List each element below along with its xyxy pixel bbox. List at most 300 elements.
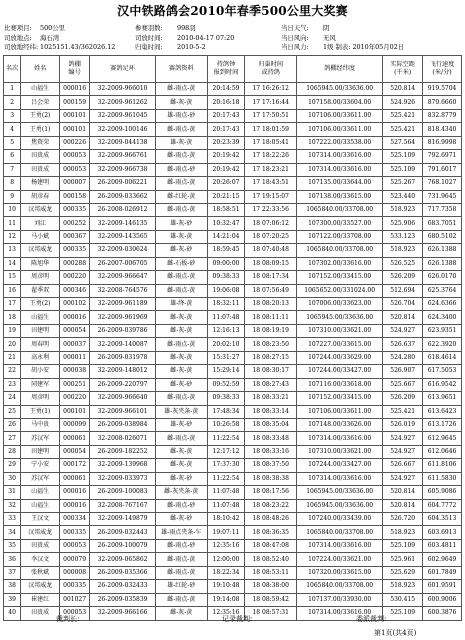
table-cell: 18 08:38:38	[245, 472, 297, 485]
table-cell: 雌-雨点-黄	[155, 123, 207, 136]
table-cell: 000252	[60, 217, 90, 230]
table-cell: 525.109	[383, 163, 423, 176]
table-cell: 17:48:34	[207, 405, 245, 418]
table-cell: 000101	[60, 405, 90, 418]
table-cell: 612.0646	[423, 445, 462, 458]
table-cell: 2	[4, 96, 21, 109]
table-row	[4, 96, 462, 109]
table-cell: 818.4340	[423, 123, 462, 136]
table-cell: 25	[4, 405, 21, 418]
info-value: 1025151.43/362026.12	[40, 43, 116, 51]
table-cell: 624.3400	[423, 311, 462, 324]
table-cell: 14	[4, 257, 21, 270]
table-cell: 107116.00/33618.00	[297, 378, 383, 391]
table-row	[4, 271, 462, 284]
table-cell: 000061	[60, 472, 90, 485]
table-row	[4, 230, 462, 243]
table-row	[4, 163, 462, 176]
table-cell: 526.019	[383, 418, 423, 431]
table-cell: 6	[4, 150, 21, 163]
table-cell: 768.1027	[423, 177, 462, 190]
table-cell: 1065945.00/33636.00	[297, 499, 383, 512]
table-cell: 000079	[60, 553, 90, 566]
table-row	[4, 553, 462, 566]
table-cell: 32	[4, 499, 21, 512]
table-cell: 8	[4, 177, 21, 190]
table-cell: 19:07:11	[207, 526, 245, 539]
table-cell: 雌-灰-黄	[155, 96, 207, 109]
table-cell: 焦资荣	[21, 136, 60, 149]
table-cell: 山福生	[21, 83, 60, 96]
table-cell: 107152.00/33415.00	[297, 271, 383, 284]
table-cell: 17 17:16:44	[245, 96, 297, 109]
table-cell: 731.9645	[423, 190, 462, 203]
table-cell: 603.6913	[423, 526, 462, 539]
table-cell: 107314.00/33616.00	[297, 472, 383, 485]
table-cell: 000335	[60, 203, 90, 216]
table-cell: 山福生	[21, 486, 60, 499]
table-cell: 12:35:16	[207, 607, 245, 620]
info-label: 司放时间:	[135, 33, 163, 42]
table-cell: 520.814	[383, 499, 423, 512]
table-cell: 18 08:38:00	[245, 580, 297, 593]
table-cell: 622.3920	[423, 338, 462, 351]
table-cell: 530.415	[383, 593, 423, 606]
table-cell: 雄-红轮-砂	[155, 580, 207, 593]
table-cell: 15:29:14	[207, 365, 245, 378]
table-row	[4, 566, 462, 579]
table-row	[4, 311, 462, 324]
table-cell: 雄-灰-黄	[155, 230, 207, 243]
table-cell: 胡彦春	[21, 190, 60, 203]
table-cell: 524.927	[383, 432, 423, 445]
table-cell: 田贵成	[21, 607, 60, 620]
table-cell: 000038	[60, 365, 90, 378]
table-cell: 000008	[60, 566, 90, 579]
table-cell: 525.109	[383, 150, 423, 163]
table-cell: 33	[4, 513, 21, 526]
table-cell: 12	[4, 230, 21, 243]
table-cell: 18 08:36:35	[245, 526, 297, 539]
table-cell: 000053	[60, 539, 90, 552]
table-cell: 雌-灰-黄	[155, 311, 207, 324]
table-cell: 32-2009-966647	[90, 271, 156, 284]
table-cell: 107122.00/33708.00	[297, 230, 383, 243]
table-cell: 680.5102	[423, 230, 462, 243]
table-cell: 20:26:07	[207, 177, 245, 190]
table-cell: 600.9006	[423, 593, 462, 606]
table-cell: 000172	[60, 459, 90, 472]
table-cell: 613.1726	[423, 418, 462, 431]
table-cell: 26	[4, 418, 21, 431]
table-cell: 18 08:37:50	[245, 459, 297, 472]
table-cell: 17 18:05:41	[245, 136, 297, 149]
table-cell: 35	[4, 539, 21, 552]
info-label: 司放地点:	[4, 33, 32, 42]
table-cell: 32-2009-148012	[90, 365, 156, 378]
table-cell: 09:38:33	[207, 271, 245, 284]
table-cell: 18:22:34	[207, 566, 245, 579]
table-row	[4, 177, 462, 190]
table-cell: 107314.00/33616.00	[297, 607, 383, 620]
table-cell: 雌-雨点-黄	[155, 150, 207, 163]
race-info	[4, 24, 462, 53]
table-cell: 816.9998	[423, 136, 462, 149]
table-cell: 18 07:40:48	[245, 244, 297, 257]
table-cell: 雌-灰-黄	[155, 324, 207, 337]
table-cell: 12:00:00	[207, 553, 245, 566]
table-cell: 792.6971	[423, 150, 462, 163]
table-cell: 王勇(1)	[21, 123, 60, 136]
table-cell: 32-2009-961969	[90, 311, 156, 324]
info-label: 当日风向:	[281, 33, 309, 42]
table-cell: 26-2007-006705	[90, 257, 156, 270]
table-cell: 周春明	[21, 338, 60, 351]
table-cell: 26-2009-032433	[90, 580, 156, 593]
table-cell: 18:10:42	[207, 513, 245, 526]
table-cell: 107137.00/33930.00	[297, 593, 383, 606]
table-row	[4, 338, 462, 351]
table-cell: 20:14:59	[207, 83, 245, 96]
table-cell: 山福生	[21, 311, 60, 324]
table-cell: 000099	[60, 418, 90, 431]
table-cell: 11:22:54	[207, 432, 245, 445]
table-cell: 田贵成	[21, 163, 60, 176]
table-cell: 526.525	[383, 257, 423, 270]
page-number: 第1页(共4页)	[374, 629, 417, 637]
table-cell: 18 08:35:04	[245, 418, 297, 431]
table-cell: 18 08:53:11	[245, 566, 297, 579]
table-cell: 23	[4, 378, 21, 391]
table-cell: 524.927	[383, 445, 423, 458]
column-header: 归巢时间 或持鸽	[245, 56, 297, 83]
table-cell: 30	[4, 472, 21, 485]
table-cell: 107135.00/33644.00	[297, 177, 383, 190]
table-cell: 107138.00/33615.00	[297, 190, 383, 203]
table-cell: 525.109	[383, 539, 423, 552]
table-cell: 9	[4, 190, 21, 203]
table-cell: 001027	[60, 593, 90, 606]
table-cell: 雌-红轮-黄	[155, 190, 207, 203]
table-cell: 雌-灰-黄	[155, 607, 207, 620]
table-cell: 107106.00/33611.00	[297, 405, 383, 418]
table-cell: 17 18:01:59	[245, 123, 297, 136]
table-row	[4, 472, 462, 485]
table-cell: 雌-石板-砂	[155, 257, 207, 270]
info-label: 司放地经纬:	[4, 43, 39, 51]
table-cell: 000251	[60, 378, 90, 391]
table-cell: 107240.00/33439.00	[297, 513, 383, 526]
table-cell: 17 18:23:21	[245, 163, 297, 176]
table-cell: 107314.00/33616.00	[297, 150, 383, 163]
table-cell: 7	[4, 163, 21, 176]
table-cell: 周彦明	[21, 392, 60, 405]
table-cell: 12:17:12	[207, 445, 245, 458]
table-cell: 雌-灰-黄	[155, 365, 207, 378]
table-cell: 32-2009-146135	[90, 217, 156, 230]
table-cell: 000016	[60, 83, 90, 96]
table-cell: 11:22:54	[207, 472, 245, 485]
table-cell: 791.6017	[423, 163, 462, 176]
table-cell: 1	[4, 83, 21, 96]
table-cell: 26-2009-039786	[90, 324, 156, 337]
table-cell: 523.440	[383, 190, 423, 203]
table-cell: 1065652.00/331024.00	[297, 284, 383, 297]
table-cell: 624.6366	[423, 298, 462, 311]
table-cell: 526.704	[383, 298, 423, 311]
table-row	[4, 580, 462, 593]
table-cell: 汉邦威龙	[21, 580, 60, 593]
table-cell: 王勇(2)	[21, 109, 60, 122]
table-cell: 524.927	[383, 324, 423, 337]
table-cell: 19	[4, 324, 21, 337]
table-row	[4, 526, 462, 539]
table-cell: 000346	[60, 284, 90, 297]
table-cell: 32-2009-966101	[90, 405, 156, 418]
table-cell: 32-2009-065862	[90, 553, 156, 566]
column-header: 名次	[4, 56, 21, 83]
table-cell: 胡小安	[21, 365, 60, 378]
table-cell: 雌-灰夹条-黄	[155, 486, 207, 499]
table-cell: 汉邦威龙	[21, 526, 60, 539]
table-cell: 3	[4, 109, 21, 122]
table-cell: 15:31:27	[207, 351, 245, 364]
table-cell: 107148.00/33626.00	[297, 418, 383, 431]
table-cell: 18 07:56:49	[245, 284, 297, 297]
table-cell: 32-2009-961045	[90, 109, 156, 122]
table-cell: 32-2009-044138	[90, 136, 156, 149]
info-value: 2010-5-2	[177, 43, 206, 51]
table-row	[4, 539, 462, 552]
table-cell: 19:10:48	[207, 580, 245, 593]
table-cell: 000101	[60, 109, 90, 122]
table-cell: 20:23:39	[207, 136, 245, 149]
table-row	[4, 244, 462, 257]
table-cell: 000334	[60, 513, 90, 526]
table-cell: 17 17:50:51	[245, 109, 297, 122]
table-cell: 32-2009-966738	[90, 163, 156, 176]
table-cell: 26-2009-032443	[90, 526, 156, 539]
table-cell: 崔建红	[21, 593, 60, 606]
table-row	[4, 324, 462, 337]
table-cell: 高永利	[21, 351, 60, 364]
table-cell: 11	[4, 217, 21, 230]
table-cell: 雌-灰-黄	[155, 351, 207, 364]
table-cell: 09:52:59	[207, 378, 245, 391]
info-label: 归巢时间:	[135, 43, 163, 51]
table-cell: 雌-雨点-砂	[155, 499, 207, 512]
table-cell: 24	[4, 392, 21, 405]
table-row	[4, 486, 462, 499]
table-cell: 525.421	[383, 123, 423, 136]
table-cell: 28	[4, 445, 21, 458]
table-cell: 刘江	[21, 217, 60, 230]
column-header: 鸽棚 编号	[60, 56, 90, 83]
table-cell: 田贵成	[21, 539, 60, 552]
table-cell: 107314.00/33616.00	[297, 432, 383, 445]
table-cell: 919.5704	[423, 83, 462, 96]
table-cell: 17:37:30	[207, 459, 245, 472]
record-referee-label: 记录裁判:	[222, 615, 253, 623]
table-cell: 马小斌	[21, 230, 60, 243]
table-cell: 26-2009-100083	[90, 486, 156, 499]
chief-referee-label: 裁判长:	[56, 615, 80, 623]
table-cell: 26-2009-033662	[90, 190, 156, 203]
table-cell: 526.907	[383, 365, 423, 378]
table-cell: 周彦明	[21, 271, 60, 284]
table-row	[4, 499, 462, 512]
table-cell: 18:32:11	[207, 298, 245, 311]
table-row	[4, 203, 462, 216]
table-cell: 32-2009-966010	[90, 83, 156, 96]
table-cell: 18 08:33:16	[245, 445, 297, 458]
table-cell: 107300.00/33527.00	[297, 217, 383, 230]
info-value: 500公里	[40, 24, 65, 32]
table-cell: 09:38:33	[207, 392, 245, 405]
table-cell: 000335	[60, 526, 90, 539]
table-cell: 20:19:42	[207, 150, 245, 163]
table-cell: 626.0170	[423, 271, 462, 284]
table-cell: 625.3764	[423, 284, 462, 297]
table-cell: 雌-雨点-黄	[155, 566, 207, 579]
table-cell: 14:21:04	[207, 230, 245, 243]
table-row	[4, 405, 462, 418]
table-row	[4, 83, 462, 96]
info-label: 比赛项目:	[4, 24, 32, 32]
table-cell: 18 08:57:31	[245, 607, 297, 620]
table-cell: 32-2009-033973	[90, 472, 156, 485]
table-cell: 汉邦威龙	[21, 203, 60, 216]
table-row	[4, 445, 462, 458]
table-cell: 000037	[60, 338, 90, 351]
table-cell: 雄-灰-砂	[155, 418, 207, 431]
table-cell: 18 08:47:08	[245, 539, 297, 552]
table-cell: 612.9645	[423, 432, 462, 445]
info-row-3	[4, 43, 462, 53]
table-cell: 525.906	[383, 217, 423, 230]
info-value: 阴	[323, 24, 330, 32]
table-cell: 626.1388	[423, 257, 462, 270]
table-cell: 雌-雨点-砂	[155, 539, 207, 552]
table-cell: 18 08:19:19	[245, 324, 297, 337]
table-row	[4, 257, 462, 270]
table-row	[4, 298, 462, 311]
table-cell: 000007	[60, 177, 90, 190]
table-cell: 526.667	[383, 459, 423, 472]
info-row-1	[4, 24, 462, 34]
table-cell: 宁小安	[21, 459, 60, 472]
table-cell: 雌-雨点-黄	[155, 284, 207, 297]
table-cell: 16	[4, 284, 21, 297]
table-cell: 马中贵	[21, 418, 60, 431]
table-cell: 600.3876	[423, 607, 462, 620]
table-cell: 000053	[60, 607, 90, 620]
table-cell: 107302.00/33616.00	[297, 257, 383, 270]
table-cell: 18 08:52:40	[245, 553, 297, 566]
table-cell: 雌-雨点-黄	[155, 177, 207, 190]
table-row	[4, 109, 462, 122]
table-cell: 000053	[60, 163, 90, 176]
table-cell: 雌-雨点-黄	[155, 432, 207, 445]
table-cell: 11:07:48	[207, 311, 245, 324]
table-cell: 107227.00/33615.00	[297, 338, 383, 351]
table-cell: 000226	[60, 136, 90, 149]
table-cell: 11:07:48	[207, 486, 245, 499]
table-cell: 526.720	[383, 513, 423, 526]
table-cell: 26-2009-035366	[90, 566, 156, 579]
table-cell: 10:26:58	[207, 418, 245, 431]
table-cell: 26-2009-006221	[90, 177, 156, 190]
table-header	[4, 56, 462, 83]
table-body	[4, 83, 462, 621]
table-cell: 雄-灰-砂	[155, 217, 207, 230]
table-cell: 王汉文	[21, 513, 60, 526]
table-cell: 611.5830	[423, 472, 462, 485]
table-cell: 524.280	[383, 351, 423, 364]
table-cell: 20:02:10	[207, 338, 245, 351]
table-cell: 000220	[60, 392, 90, 405]
column-header: 赛鸽资料	[155, 56, 207, 83]
table-row	[4, 513, 462, 526]
table-cell: 20:21:15	[207, 190, 245, 203]
table-cell: 000016	[60, 311, 90, 324]
table-cell: 1065840.00/33708.00	[297, 580, 383, 593]
info-value: 海石湾	[40, 33, 60, 42]
table-cell: 吕会荣	[21, 96, 60, 109]
table-cell: 000016	[60, 499, 90, 512]
table-cell: 陈旭华	[21, 257, 60, 270]
table-cell: 18 08:23:22	[245, 499, 297, 512]
table-row	[4, 392, 462, 405]
info-value: 无风	[323, 33, 336, 42]
table-cell: 26-2008-026912	[90, 203, 156, 216]
table-row	[4, 378, 462, 391]
table-cell: 1065840.00/33708.00	[297, 244, 383, 257]
table-cell: 18 08:33:21	[245, 392, 297, 405]
table-cell: 12:35:16	[207, 539, 245, 552]
table-cell: 526.209	[383, 392, 423, 405]
table-cell: 雄-绛-黄	[155, 298, 207, 311]
table-cell: 107244.00/33427.00	[297, 459, 383, 472]
table-cell: 32-2009-140087	[90, 338, 156, 351]
table-cell: 39	[4, 593, 21, 606]
table-cell: 613.6423	[423, 405, 462, 418]
table-cell: 20	[4, 338, 21, 351]
table-cell: 107158.00/33604.00	[297, 96, 383, 109]
header-row	[4, 56, 462, 83]
table-cell: 10	[4, 203, 21, 216]
table-cell: 32-2008-026071	[90, 432, 156, 445]
table-cell: 17 18:22:26	[245, 150, 297, 163]
table-cell: 000335	[60, 244, 90, 257]
table-cell: 000054	[60, 445, 90, 458]
table-cell: 17 16:26:12	[245, 83, 297, 96]
table-cell: 10:32:47	[207, 217, 245, 230]
table-cell: 107106.00/33611.00	[297, 109, 383, 122]
table-cell: 520.814	[383, 311, 423, 324]
table-cell: 518.923	[383, 203, 423, 216]
table-cell: 107314.00/33616.00	[297, 539, 383, 552]
table-cell: 田建明	[21, 445, 60, 458]
table-cell: 524.927	[383, 472, 423, 485]
table-cell: 18 07:06:12	[245, 217, 297, 230]
table-cell: 雄-灰夹条-黄	[155, 405, 207, 418]
table-cell: 32-2009-966761	[90, 150, 156, 163]
table-cell: 000054	[60, 324, 90, 337]
results-table	[3, 55, 462, 621]
table-cell: 17 22:33:56	[245, 203, 297, 216]
table-row	[4, 432, 462, 445]
